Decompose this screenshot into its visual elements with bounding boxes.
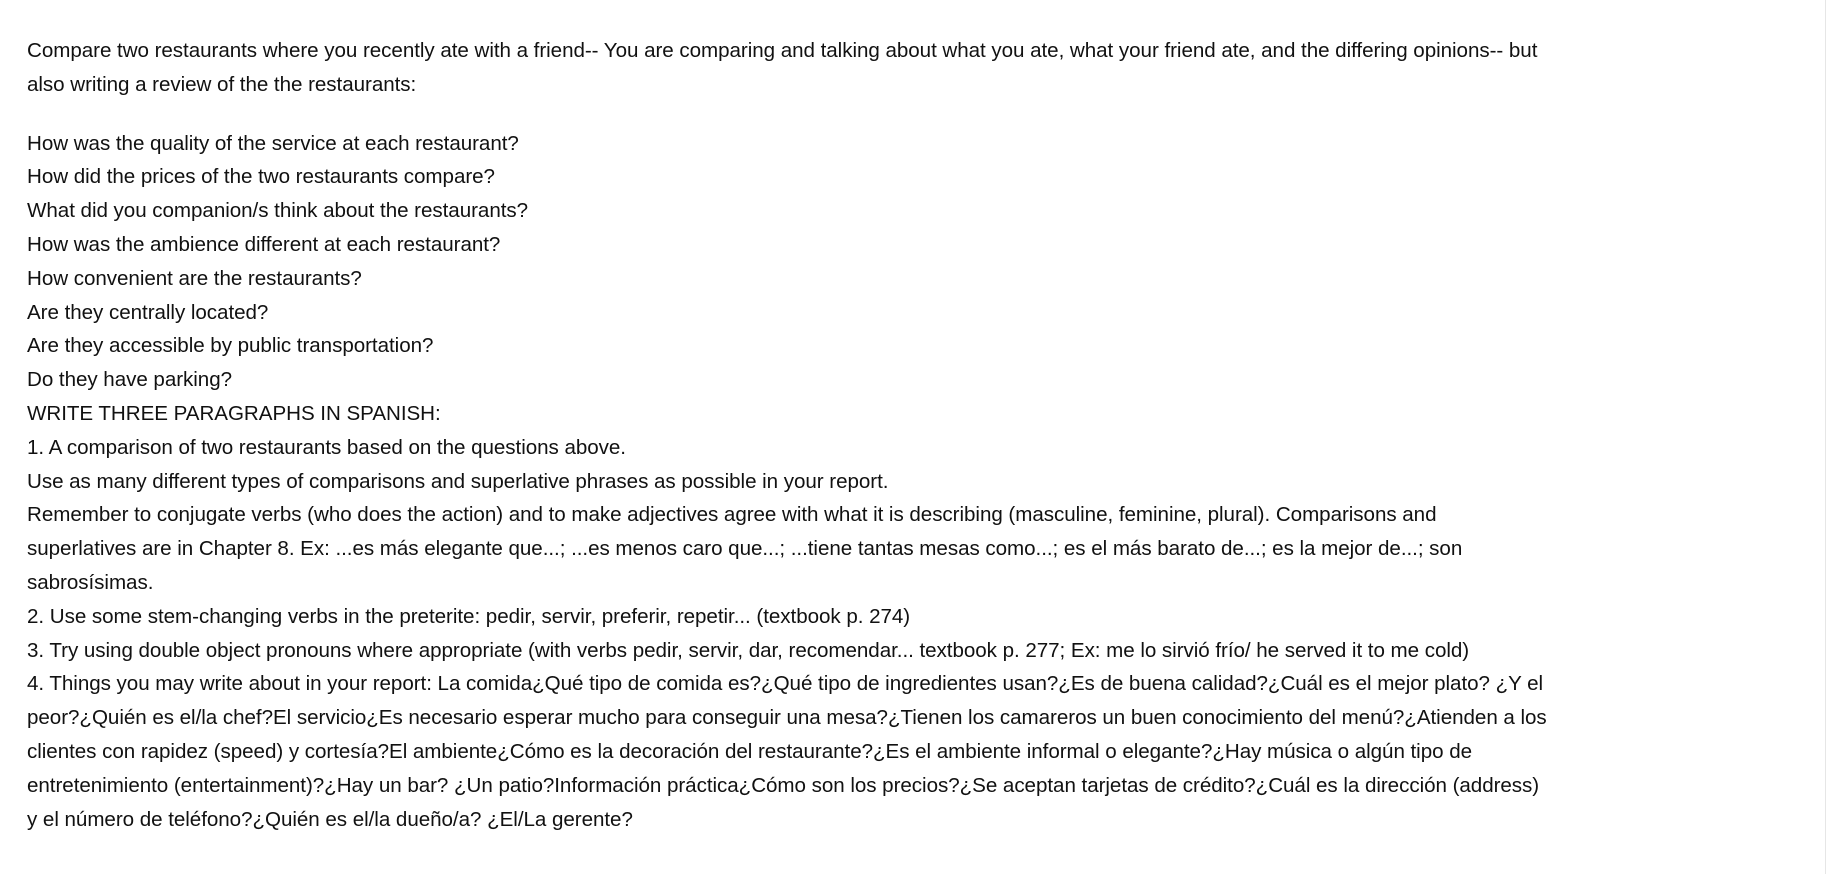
question-companion: What did you companion/s think about the restaurants? <box>27 199 529 223</box>
question-ambience: How was the ambience different at each restaurant? <box>27 232 501 256</box>
item-3: 3. Try using double object pronouns where appropriate (with verbs pedir, servir, dar, recomendar... textbook p. 277; Ex: me lo sirvió frío/ he served it to me cold) <box>27 638 1470 662</box>
question-convenience: How convenient are the restaurants? <box>27 266 362 290</box>
item-4: 4. Things you may write about in your report: La comida¿Qué tipo de comida es?¿Qué tipo de ingredientes usan?¿Es de buena calidad?¿Cuál es el mejor plato? ¿Y el peor?¿Quién es el/la chef?El servicio¿Es necesario esperar mucho para conseguir una mesa?¿Tienen los camareros un buen conocimiento del menú?¿Atienden a los clientes con rapidez (speed) y cortesía?El ambiente¿Cómo es la decoración del restaurante?¿Es el ambiente informal o elegante?¿Hay música o algún tipo de entretenimiento (entertainment)?¿Hay un bar? ¿Un patio?Información práctica¿Cómo son los precios?¿Se aceptan tarjetas de crédito?¿Cuál es la dirección (address) y el número de teléfono?¿Quién es el/la dueño/a? ¿El/La gerente? <box>27 672 1547 831</box>
question-location: Are they centrally located? <box>27 300 269 324</box>
item-2: 2. Use some stem-changing verbs in the preterite: pedir, servir, preferir, repetir... (textbook p. 274) <box>27 604 911 628</box>
item-1-reminder: Remember to conjugate verbs (who does the action) and to make adjectives agree with what it is describing (masculine, feminine, plural). Comparisons and superlatives are in Chapter 8. Ex: ...es más elegante que...; ...es menos caro que...; ...tiene tantas mesas como...; es el más barato de...; es la mejor de...; son sabrosísimas. <box>27 503 1463 594</box>
question-prices: How did the prices of the two restaurants compare? <box>27 165 495 189</box>
question-list <box>27 127 1547 397</box>
instructions-heading: WRITE THREE PARAGRAPHS IN SPANISH: <box>27 401 441 425</box>
question-parking: Do they have parking? <box>27 368 233 392</box>
item-1: 1. A comparison of two restaurants based on the questions above. <box>27 435 626 459</box>
assignment-content <box>27 34 1547 836</box>
question-service: How was the quality of the service at each restaurant? <box>27 131 519 155</box>
item-1-note: Use as many different types of comparisons and superlative phrases as possible in your report. <box>27 469 889 493</box>
intro-paragraph: Compare two restaurants where you recently ate with a friend-- You are comparing and talking about what you ate, what your friend ate, and the differing opinions-- but also writing a review of the the restaurants: <box>27 39 1538 96</box>
question-transportation: Are they accessible by public transportation? <box>27 334 434 358</box>
